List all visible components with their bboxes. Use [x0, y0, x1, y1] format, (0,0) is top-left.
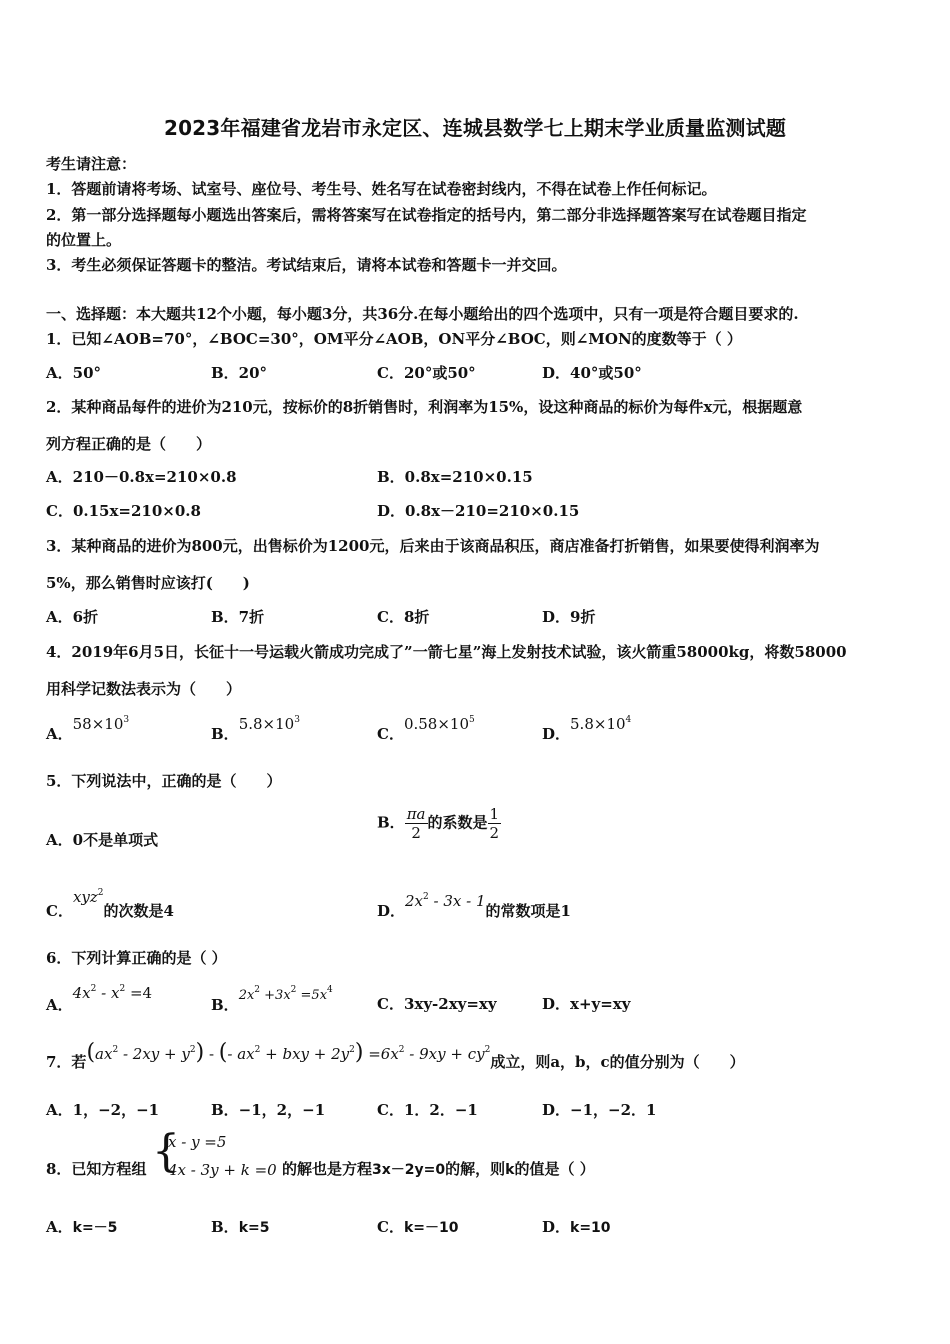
- math-expression: 58×10: [72, 715, 124, 733]
- section-heading: 一、选择题：本大题共12个小题，每小题3分，共36分.在每小题给出的四个选项中，只有一项是符合题目要求的.: [46, 305, 799, 323]
- denominator: 2: [489, 824, 500, 842]
- option-text: 的系数是: [427, 813, 488, 832]
- page-title: 2023年福建省龙岩市永定区、连城县数学七上期末学业质量监测试题: [163, 116, 787, 140]
- equation-inline: 3x－2y=0: [372, 1162, 446, 1178]
- option-label: D．: [377, 902, 406, 920]
- math-expression: =5x: [296, 988, 328, 1003]
- math-expression: +3x: [260, 988, 291, 1003]
- question-1-option-b: B．20°: [211, 364, 268, 382]
- option-label: B．: [211, 996, 239, 1014]
- option-label: D．: [542, 1218, 571, 1236]
- math-exponent: 5: [469, 715, 475, 725]
- question-5-option-a: A．0不是单项式: [46, 831, 159, 849]
- math-exponent: 4: [625, 715, 632, 725]
- question-8-prefix: 8．已知方程组: [46, 1160, 147, 1178]
- question-3-option-c: C．8折: [377, 608, 430, 626]
- math-expression: 2x: [238, 988, 255, 1003]
- math-exponent: 2: [423, 892, 429, 902]
- question-6-option-a: [46, 982, 153, 1014]
- question-8-option-b: [211, 1216, 269, 1237]
- math-expression: ax: [95, 1045, 113, 1063]
- math-exponent: 2: [484, 1045, 491, 1055]
- math-expression: 5.8×10: [238, 715, 295, 733]
- math-exponent: 3: [123, 715, 130, 725]
- question-2-option-a: A．210－0.8x=210×0.8: [46, 468, 237, 486]
- option-label: C．: [377, 1218, 404, 1236]
- math-expression: 5.8×10: [570, 715, 626, 733]
- question-4-option-c: [377, 713, 475, 743]
- option-text: 的常数项是1: [485, 902, 571, 920]
- math-expression: 4x: [72, 984, 91, 1002]
- math-exponent: 2: [189, 1045, 196, 1055]
- math-expression: =6x: [363, 1045, 399, 1063]
- fraction-pi-a-over-2: [405, 805, 428, 842]
- math-exponent: 3: [294, 715, 300, 725]
- question-8-suffix: [282, 1158, 595, 1179]
- question-3-option-a: A．6折: [46, 608, 99, 626]
- equation-system-brace: {: [152, 1126, 180, 1177]
- option-value: k=－5: [72, 1220, 118, 1236]
- math-exponent: 2: [349, 1045, 355, 1055]
- fraction-one-half: [488, 805, 502, 842]
- question-2-option-c: C．0.15x=210×0.8: [46, 502, 201, 520]
- math-expression: 2x: [405, 892, 424, 910]
- option-label: C．: [46, 902, 73, 920]
- option-label: B．: [211, 725, 239, 743]
- notice-heading: 考生请注意：: [46, 155, 137, 173]
- math-expression: - 3x - 1: [428, 892, 486, 910]
- option-label: B．: [377, 813, 405, 832]
- question-7-option-b: B．−1，2，−1: [211, 1101, 326, 1119]
- notice-line-1: 1．答题前请将考场、试室号、座位号、考生号、姓名写在试卷密封线内，不得在试卷上作任何标记。: [46, 180, 717, 198]
- question-4-stem-2: 用科学记数法表示为（ ）: [46, 680, 242, 698]
- question-6-option-c: C．3xy-2xy=xy: [377, 995, 497, 1013]
- paren-close: ): [195, 1040, 205, 1065]
- option-label: A．: [46, 725, 73, 743]
- question-3-option-d: D．9折: [542, 608, 596, 626]
- math-expression: xyz: [72, 888, 98, 906]
- question-6-option-b: [211, 983, 333, 1014]
- stem-text: 的解也是方程: [282, 1160, 373, 1178]
- notice-line-2a: 2．第一部分选择题每小题选出答案后，需将答案写在试卷指定的括号内，第二部分非选择题答案写在试卷题目指定: [46, 206, 807, 224]
- paren-open: (: [218, 1040, 228, 1065]
- question-5-option-c: [46, 886, 174, 920]
- denominator: 2: [411, 824, 421, 842]
- question-7-option-a: A．1，−2，−1: [46, 1101, 160, 1119]
- question-4-option-a: [46, 713, 130, 743]
- option-text: 的次数是4: [103, 902, 174, 920]
- equation-system-line-2: 4x - 3y + k =0: [168, 1161, 277, 1179]
- math-expression: - x: [96, 984, 120, 1002]
- question-6-stem: 6．下列计算正确的是（ ）: [46, 949, 227, 967]
- question-5-stem: 5．下列说法中，正确的是（ ）: [46, 772, 282, 790]
- math-expression: 0.58×10: [403, 715, 470, 733]
- question-6-option-d: D．x+y=xy: [542, 995, 631, 1013]
- question-8-option-a: [46, 1216, 117, 1237]
- option-value: k=10: [570, 1220, 611, 1236]
- option-value: k=5: [238, 1220, 270, 1236]
- question-7-option-d: D．−1，−2．1: [542, 1101, 657, 1119]
- paren-open: (: [86, 1040, 96, 1065]
- math-exponent: 2: [398, 1045, 405, 1055]
- stem-text: 的值是（ ）: [514, 1160, 595, 1178]
- math-exponent: 2: [254, 1045, 261, 1055]
- math-exponent: 2: [119, 984, 126, 994]
- question-1-stem: 1．已知∠AOB=70°，∠BOC=30°，OM平分∠AOB，ON平分∠BOC，则∠MON的度数等于（ ）: [46, 330, 742, 348]
- question-2-option-d: D．0.8x－210=210×0.15: [377, 502, 580, 520]
- notice-line-3: 3．考生必须保证答题卡的整洁。考试结束后，请将本试卷和答题卡一并交回。: [46, 256, 567, 274]
- question-1-option-c: C．20°或50°: [377, 364, 476, 382]
- option-label: B．: [211, 1218, 239, 1236]
- numerator: πa: [406, 805, 426, 823]
- question-7-option-c: C．1．2．−1: [377, 1101, 478, 1119]
- math-expression: - 9xy + cy: [404, 1045, 485, 1063]
- question-4-option-d: [542, 713, 632, 743]
- notice-line-2b: 的位置上。: [46, 231, 122, 249]
- question-4-option-b: [211, 713, 300, 743]
- option-label: C．: [377, 725, 404, 743]
- option-label: A．: [46, 1218, 73, 1236]
- stem-prefix: 7．若: [46, 1053, 87, 1071]
- question-3-stem-2: 5%，那么销售时应该打( ): [46, 574, 250, 592]
- option-label: A．: [46, 996, 73, 1014]
- question-5-option-b: [377, 805, 501, 842]
- numerator: 1: [489, 805, 500, 823]
- math-exponent: 2: [112, 1045, 119, 1055]
- question-2-stem-1: 2．某种商品每件的进价为210元，按标价的8折销售时，利润率为15%，设这种商品的标价为每件x元，根据题意: [46, 398, 803, 416]
- math-exponent: 2: [97, 888, 104, 898]
- question-8-option-c: [377, 1216, 458, 1237]
- question-3-option-b: B．7折: [211, 608, 265, 626]
- question-3-stem-1: 3．某种商品的进价为800元，出售标价为1200元，后来由于该商品积压，商店准备打折销售，如果要使得利润率为: [46, 537, 820, 555]
- math-exponent: 2: [290, 985, 297, 995]
- question-5-option-d: [377, 890, 571, 920]
- math-expression: + bxy + 2y: [260, 1045, 350, 1063]
- math-expression: - 2xy + y: [118, 1045, 190, 1063]
- question-8-option-d: [542, 1216, 611, 1237]
- math-expression: =4: [125, 984, 153, 1002]
- question-1-option-a: A．50°: [46, 364, 102, 382]
- option-value: k=－10: [403, 1220, 459, 1236]
- question-2-option-b: B．0.8x=210×0.15: [377, 468, 533, 486]
- math-expression: -: [204, 1045, 219, 1063]
- stem-suffix: 成立，则a，b，c的值分别为（ ）: [490, 1053, 745, 1071]
- question-2-stem-2: 列方程正确的是（ ）: [46, 435, 212, 453]
- math-expression: - ax: [227, 1045, 255, 1063]
- math-exponent: 2: [90, 984, 97, 994]
- math-exponent: 4: [327, 985, 333, 995]
- paren-close: ): [354, 1040, 364, 1065]
- option-label: D．: [542, 725, 571, 743]
- stem-text: 的解，则: [445, 1160, 506, 1178]
- equation-system-line-1: x - y =5: [168, 1133, 227, 1151]
- question-4-stem-1: 4．2019年6月5日，长征十一号运载火箭成功完成了”一箭七星”海上发射技术试验，该火箭重58000kg，将数58000: [46, 643, 847, 661]
- variable-k: k: [505, 1162, 515, 1178]
- math-exponent: 2: [254, 985, 261, 995]
- question-1-option-d: D．40°或50°: [542, 364, 642, 382]
- question-7-stem: [46, 1040, 745, 1071]
